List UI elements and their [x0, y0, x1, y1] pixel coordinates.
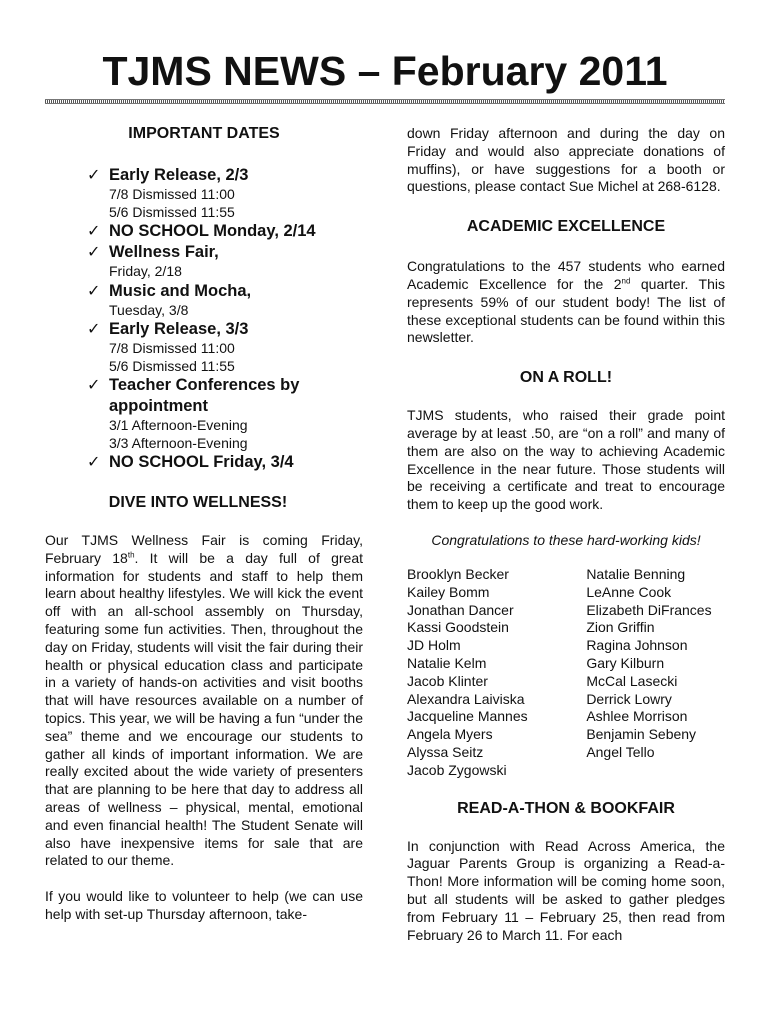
academic-excellence-text: Congratulations to the 457 students who earned Academic Excellence for the 2nd quarter. This represents 59% of our student body! The list of these exceptional students can be found within this newsletter.	[407, 258, 725, 346]
date-item	[87, 452, 363, 473]
checkmark-icon: ✓	[87, 282, 101, 300]
student-name: Alyssa Seitz	[407, 743, 484, 760]
student-name: Jacob Zygowski	[407, 761, 507, 778]
names-column-left	[407, 566, 586, 780]
wellness-paragraph-2: If you would like to volunteer to help (we can use help with set-up Thursday afternoon, take-	[45, 888, 363, 922]
date-item	[87, 319, 363, 375]
date-item-detail: 7/8 Dismissed 11:00	[109, 340, 235, 356]
student-name: Kassi Goodstein	[407, 619, 509, 636]
checkmark-icon: ✓	[87, 377, 101, 394]
student-name: Jacob Klinter	[407, 672, 488, 689]
student-name: Ragina Johnson	[586, 637, 688, 654]
title-divider	[45, 99, 725, 104]
date-item-label: Early Release, 2/3	[109, 166, 249, 184]
student-name: Angela Myers	[407, 726, 493, 743]
student-name: Elizabeth DiFrances	[586, 601, 712, 618]
student-name: Brooklyn Becker	[407, 565, 509, 582]
readathon-heading: READ-A-THON & BOOKFAIR	[457, 799, 675, 817]
date-item-detail: Tuesday, 3/8	[109, 301, 189, 318]
date-item	[87, 242, 363, 281]
names-column-right	[586, 566, 725, 780]
on-a-roll-heading: ON A ROLL!	[519, 369, 613, 387]
wellness-heading: DIVE INTO WELLNESS!	[108, 494, 288, 511]
academic-excellence-heading: ACADEMIC EXCELLENCE	[466, 218, 666, 236]
checkmark-icon: ✓	[87, 321, 101, 338]
student-name: Jonathan Dancer	[407, 601, 514, 618]
date-item-label: Teacher Conferences by appointment	[109, 376, 300, 415]
left-column	[45, 125, 363, 924]
student-name: Benjamin Sebeny	[586, 726, 697, 743]
date-item-label: Music and Mocha,	[109, 281, 252, 300]
date-item	[87, 221, 363, 242]
student-name: Zion Griffin	[586, 619, 655, 636]
student-name: LeAnne Cook	[586, 583, 672, 600]
date-item-label: Wellness Fair,	[109, 243, 219, 261]
date-item-detail: 7/8 Dismissed 11:00	[109, 186, 235, 202]
page-title: TJMS NEWS – February 2011	[102, 48, 668, 94]
date-item-detail: 3/1 Afternoon-Evening	[109, 417, 248, 433]
student-name: Natalie Kelm	[407, 654, 487, 671]
student-name: Kailey Bomm	[407, 583, 490, 600]
student-name: Gary Kilburn	[586, 654, 665, 671]
important-dates-heading: IMPORTANT DATES	[128, 125, 280, 142]
wellness-paragraph-1: Our TJMS Wellness Fair is coming Friday, February 18th. It will be a day full of great information for students and staff to help them learn about healthy lifestyles. We will kick the event off with an all-school assembly on Thursday, featuring some fun activities. Then, throughout the day on Friday, students will visit the fair during their health or physical education class and participate in a variety of hands-on activities and visit booths that will have resources available on a number of topics. This year, we will be having a fun “under the sea” theme and we encourage our students to gather all kinds of important information. We are really excited about the wide variety of presenters that are planning to be here that day to address all areas of wellness – physical, mental, emotional and even financial health! The Student Senate will also have inexpensive items for sale that are related to our theme.	[45, 532, 364, 869]
date-item-detail: 3/3 Afternoon-Evening	[109, 434, 248, 451]
date-item-label: Early Release, 3/3	[109, 320, 249, 338]
student-name: Natalie Benning	[586, 565, 686, 582]
readathon-text: In conjunction with Read Across America, the Jaguar Parents Group is organizing a Read-a-Thon! More information will be coming home soon, but all students will be asked to gather pledges from February 11 – February 25, then read from February 26 to March 11. For each	[407, 837, 725, 943]
date-item-detail: Friday, 2/18	[109, 263, 182, 279]
date-item	[87, 281, 363, 320]
congrats-line: Congratulations to these hard-working kids!	[431, 531, 701, 548]
date-item	[87, 165, 363, 221]
student-name: Ashlee Morrison	[586, 708, 688, 725]
student-name: JD Holm	[407, 637, 461, 654]
date-item-detail: 5/6 Dismissed 11:55	[109, 203, 235, 220]
wellness-paragraph-2-continued: down Friday afternoon and during the day on Friday and would also appreciate donations of muffins), or have suggestions for a booth or questions, please contact Sue Michel at 268-6128.	[407, 125, 725, 195]
checkmark-icon: ✓	[87, 223, 101, 240]
checkmark-icon: ✓	[87, 244, 101, 261]
student-name: Angel Tello	[586, 743, 655, 760]
date-item-label: NO SCHOOL Friday, 3/4	[109, 453, 294, 471]
important-dates-list	[45, 165, 363, 473]
date-item-detail: 5/6 Dismissed 11:55	[109, 357, 235, 374]
student-name: Jacqueline Mannes	[407, 708, 528, 725]
checkmark-icon: ✓	[87, 167, 101, 184]
date-item-label: NO SCHOOL Monday, 2/14	[109, 222, 316, 240]
date-item	[87, 375, 363, 452]
student-name: McCal Lasecki	[586, 672, 678, 689]
student-names	[407, 566, 725, 780]
checkmark-icon: ✓	[87, 454, 101, 471]
on-a-roll-text: TJMS students, who raised their grade point average by at least .50, are “on a roll” and many of them are also on the way to achieving Academic Excellence in the near future. Those students will be receiving a certificate and treat to encourage them to keep up the good work.	[407, 407, 725, 513]
student-name: Derrick Lowry	[586, 690, 672, 707]
right-column	[407, 125, 725, 944]
student-name: Alexandra Laiviska	[407, 690, 525, 707]
